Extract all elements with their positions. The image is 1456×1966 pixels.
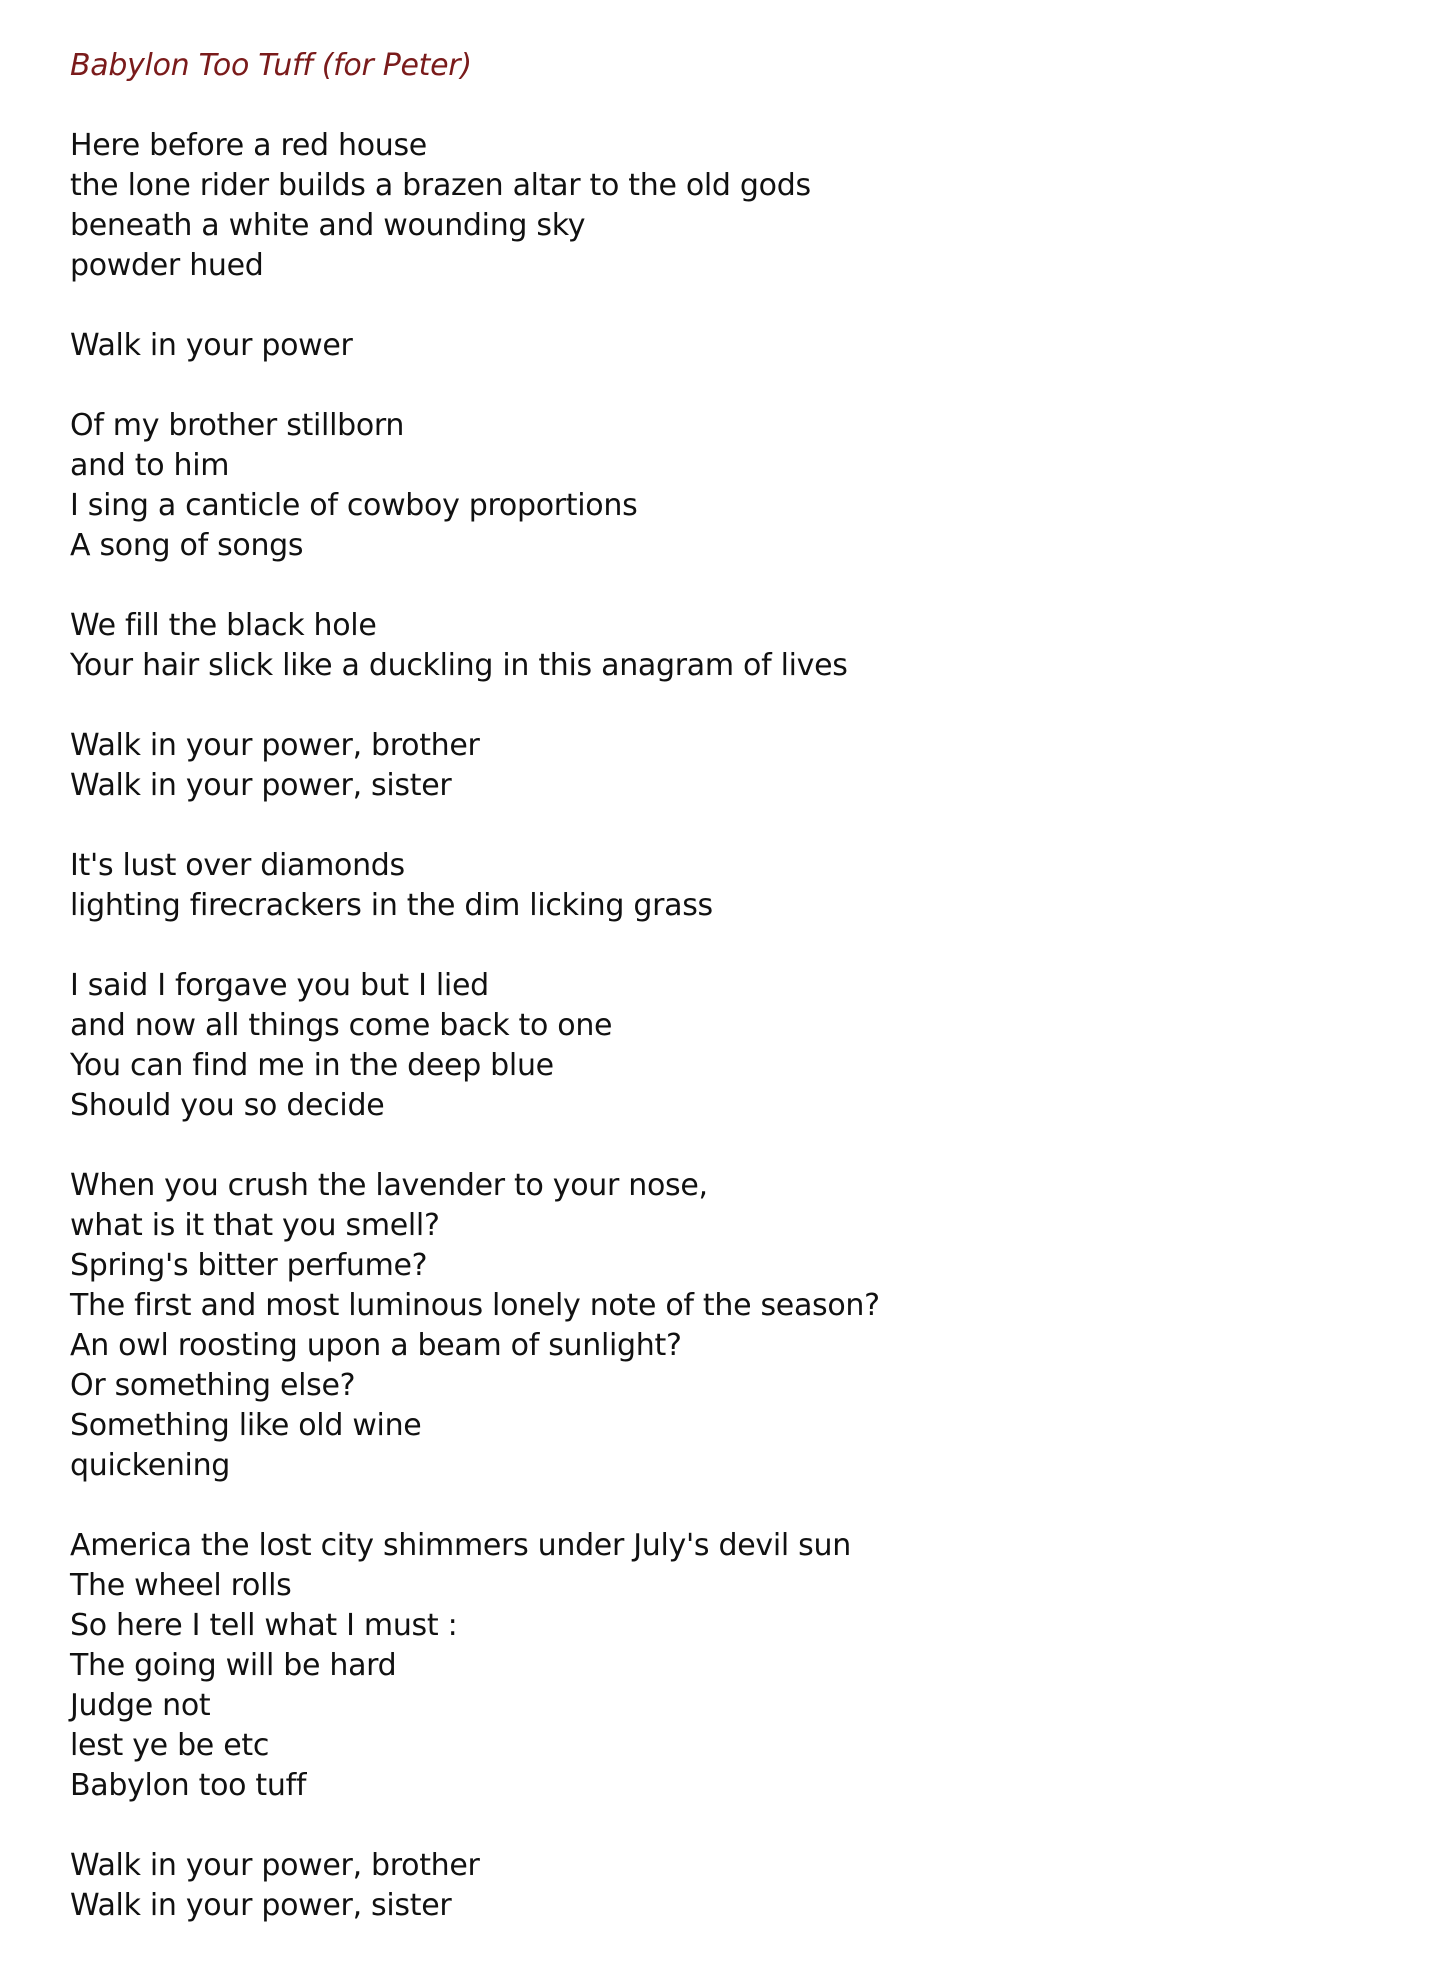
poem-line: You can find me in the deep blue [70, 1048, 554, 1083]
poem-line: and now all things come back to one [70, 1008, 613, 1043]
poem-line: The first and most luminous lonely note of the season? [70, 1288, 880, 1323]
poem-page [70, 46, 1410, 1966]
stanza [70, 966, 1410, 1126]
poem-line: The wheel rolls [70, 1568, 292, 1603]
poem-body [70, 126, 1410, 1926]
stanza [70, 1166, 1410, 1486]
stanza [70, 126, 1410, 286]
stanza [70, 1846, 1410, 1926]
poem-line: Walk in your power, brother [70, 728, 480, 763]
stanza [70, 326, 1410, 366]
poem-line: the lone rider builds a brazen altar to the old gods [70, 168, 811, 203]
stanza [70, 846, 1410, 926]
poem-line: An owl roosting upon a beam of sunlight? [70, 1328, 682, 1363]
poem-line: Your hair slick like a duckling in this anagram of lives [70, 648, 848, 683]
poem-line: Walk in your power, sister [70, 768, 452, 803]
poem-line: beneath a white and wounding sky [70, 208, 586, 243]
poem-line: When you crush the lavender to your nose, [70, 1168, 708, 1203]
poem-line: and to him [70, 448, 230, 483]
stanza [70, 406, 1410, 566]
poem-line: Spring's bitter perfume? [70, 1248, 428, 1283]
poem-title: Babylon Too Tuff (for Peter) [70, 48, 472, 83]
poem-line: Walk in your power, sister [70, 1888, 452, 1923]
poem-line: The going will be hard [70, 1648, 397, 1683]
poem-line: We fill the black hole [70, 608, 377, 643]
poem-line: Babylon too tuff [70, 1768, 307, 1803]
poem-line: I sing a canticle of cowboy proportions [70, 488, 638, 523]
poem-line: A song of songs [70, 528, 304, 563]
poem-line: Should you so decide [70, 1088, 385, 1123]
poem-line: So here I tell what I must : [70, 1608, 458, 1643]
poem-line: Or something else? [70, 1368, 356, 1403]
poem-line: Here before a red house [70, 128, 427, 163]
poem-line: lighting firecrackers in the dim licking grass [70, 888, 713, 923]
poem-line: Something like old wine [70, 1408, 422, 1443]
poem-line: powder hued [70, 248, 264, 283]
poem-line: Of my brother stillborn [70, 408, 405, 443]
stanza [70, 606, 1410, 686]
poem-line: Walk in your power, brother [70, 1848, 480, 1883]
poem-line: I said I forgave you but I lied [70, 968, 489, 1003]
poem-line: It's lust over diamonds [70, 848, 405, 883]
poem-line: quickening [70, 1448, 231, 1483]
poem-line: Judge not [70, 1688, 211, 1723]
stanza [70, 1526, 1410, 1806]
stanza [70, 726, 1410, 806]
poem-line: America the lost city shimmers under July's devil sun [70, 1528, 851, 1563]
poem-line: Walk in your power [70, 328, 353, 363]
poem-line: lest ye be etc [70, 1728, 270, 1763]
poem-line: what is it that you smell? [70, 1208, 440, 1243]
